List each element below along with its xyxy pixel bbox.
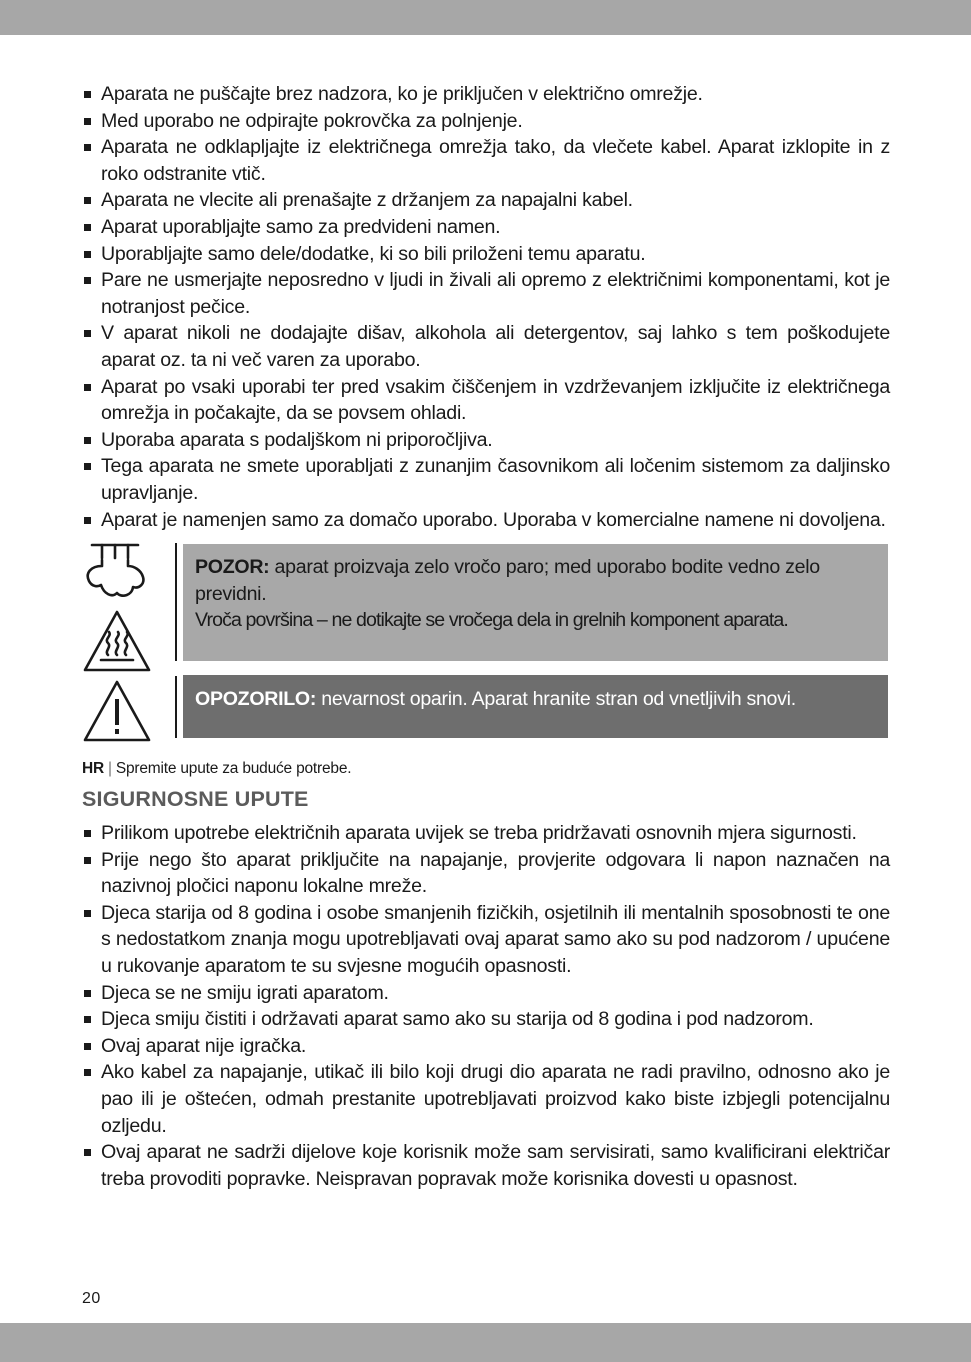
- caution-message: aparat proizvaja zelo vročo paro; med uporabo bodite vedno zelo previdni.: [195, 556, 820, 605]
- list-item: Med uporabo ne odpirajte pokrovčka za polnjenje.: [82, 108, 890, 135]
- list-item: Aparat uporabljajte samo za predvideni namen.: [82, 214, 890, 241]
- separator: |: [108, 760, 112, 778]
- list-item: Aparata ne odklapljajte iz električnega omrežja tako, da vlečete kabel. Aparat izklopite in z roko odstranite vtič.: [82, 134, 890, 187]
- list-item: Djeca se ne smiju igrati aparatom.: [82, 980, 890, 1007]
- keep-instructions-note: Spremite upute za buduće potrebe.: [115, 760, 352, 778]
- list-item: Djeca starija od 8 godina i osobe smanjenih fizičkih, osjetilnih ili mentalnih sposobnosti te one s nedostatkom znanja mogu upotrebljavati ovaj aparat samo ako su pod nadzorom / upućene u rukovanje aparatom te su svjesne mogućih opasnosti.: [82, 900, 890, 980]
- list-item: Pare ne usmerjajte neposredno v ljudi in živali ali opremo z električnimi komponentami, kot je notranjost pečice.: [82, 267, 890, 320]
- list-item: Prilikom upotrebe električnih aparata uvijek se treba pridržavati osnovnih mjera sigurnosti.: [82, 820, 890, 847]
- caution-text: [195, 554, 876, 607]
- divider-line: [175, 543, 177, 661]
- list-item: Aparata ne vlecite ali prenašajte z držanjem za napajalni kabel.: [82, 187, 890, 214]
- list-item: Djeca smiju čistiti i održavati aparat samo ako su starija od 8 godina i pod nadzorom.: [82, 1006, 890, 1033]
- bottom-decorative-bar: [0, 1323, 971, 1362]
- list-item: Prije nego što aparat priključite na napajanje, provjerite odgovara li napon naznačen na nazivnoj pločici naponu lokalne mreže.: [82, 847, 890, 900]
- list-item: Ovaj aparat nije igračka.: [82, 1033, 890, 1060]
- warning-block: [82, 541, 890, 741]
- list-item: Aparat je namenjen samo za domačo uporabo. Uporaba v komercialne namene ni dovoljena.: [82, 507, 890, 534]
- hot-surface-message: Vroča površina – ne dotikajte se vročega dela in grelnih komponent aparata.: [195, 609, 788, 632]
- hot-surface-warning-icon: [82, 609, 152, 673]
- list-item: Tega aparata ne smete uporabljati z zunanjim časovnikom ali ločenim sistemom za daljinsko upravljanje.: [82, 453, 890, 506]
- caution-box: [183, 544, 888, 661]
- language-code: HR: [82, 760, 104, 778]
- list-item: Ako kabel za napajanje, utikač ili bilo koji drugi dio aparata ne radi pravilno, odnosno ako je pao ili je oštećen, odmah prestanite upotrebljavati proizvod kako biste izbjegli potencijalnu ozljedu.: [82, 1059, 890, 1139]
- divider-line: [175, 676, 177, 738]
- slovenian-safety-list: [82, 81, 890, 533]
- list-item: Aparat po vsaki uporabi ter pred vsakim čiščenjem in vzdrževanjem izključite iz električnega omrežja in počakajte, da se povsem ohladi.: [82, 374, 890, 427]
- section-title: SIGURNOSNE UPUTE: [82, 787, 309, 812]
- list-item: Aparata ne puščajte brez nadzora, ko je priključen v električno omrežje.: [82, 81, 890, 108]
- top-decorative-bar: [0, 0, 971, 35]
- warning-label: OPOZORILO:: [195, 688, 317, 711]
- list-item: Ovaj aparat ne sadrži dijelove koje korisnik može sam servisirati, samo kvalificirani električar treba provoditi popravke. Neispravan popravak može korisnika dovesti u opasnost.: [82, 1139, 890, 1192]
- list-item: Uporaba aparata s podaljškom ni priporočljiva.: [82, 427, 890, 454]
- exclamation-warning-icon: [82, 679, 152, 743]
- warning-box: [183, 675, 888, 738]
- warning-message: nevarnost oparin. Aparat hranite stran od vnetljivih snovi.: [316, 688, 796, 711]
- caution-label: POZOR:: [195, 556, 270, 579]
- page-number: 20: [82, 1290, 101, 1307]
- list-item: V aparat nikoli ne dodajajte dišav, alkohola ali detergentov, saj lahko s tem poškodujete aparat oz. ta ni več varen za uporabo.: [82, 320, 890, 373]
- steam-hazard-icon: [82, 541, 148, 603]
- page-content: [82, 81, 890, 1192]
- croatian-safety-list: [82, 820, 890, 1192]
- list-item: Uporabljajte samo dele/dodatke, ki so bili priloženi temu aparatu.: [82, 241, 890, 268]
- language-header: [82, 759, 890, 779]
